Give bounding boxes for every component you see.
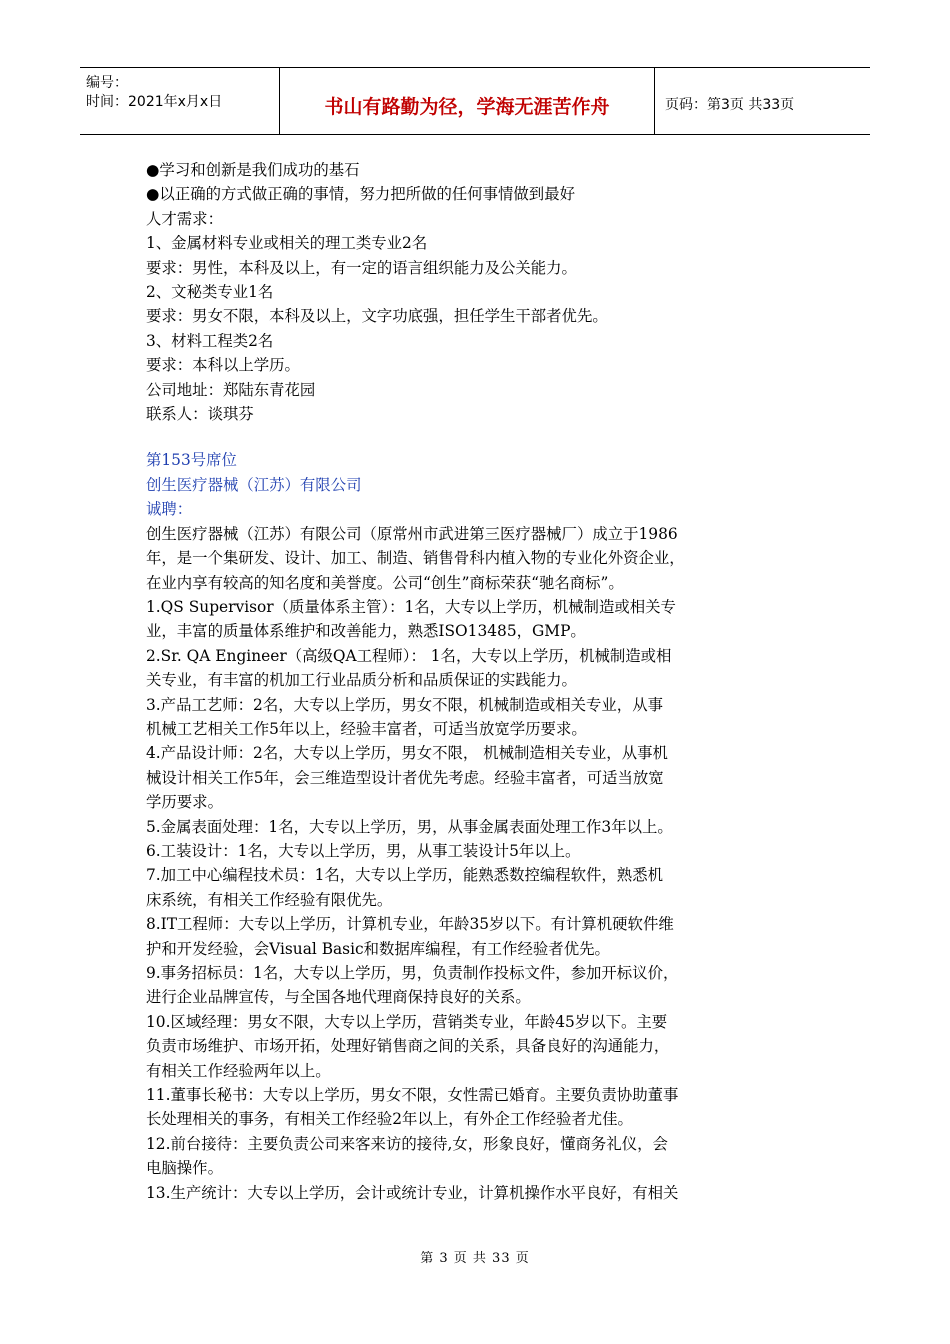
text-line: 电脑操作。 [146, 1159, 223, 1178]
text-line: 6.工装设计：1名，大专以上学历，男，从事工装设计5年以上。 [146, 841, 581, 860]
text-line: 9.事务招标员：1名，大专以上学历，男，负责制作投标文件，参加开标议价， [146, 964, 679, 982]
header-meta [80, 68, 280, 134]
text-line: 要求：本科以上学历。 [146, 356, 300, 375]
text-line: 13.生产统计：大专以上学历，会计或统计专业，计算机操作水平良好，有相关 [146, 1183, 679, 1202]
document-body [146, 158, 806, 1205]
page-footer: 第 3 页 共 33 页 [420, 1251, 530, 1266]
text-line: 联系人：谈琪芬 [146, 405, 254, 424]
text-line: 进行企业品牌宣传，与全国各地代理商保持良好的关系。 [146, 988, 531, 1007]
spacer [146, 426, 806, 448]
text-line: 要求：男性，本科及以上，有一定的语言组织能力及公关能力。 [146, 258, 577, 277]
text-line: ●学习和创新是我们成功的基石 [146, 161, 360, 179]
text-line: 长处理相关的事务，有相关工作经验2年以上，有外企工作经验者尤佳。 [146, 1110, 633, 1129]
text-line: 12.前台接待：主要负责公司来客来访的接待,女，形象良好，懂商务礼仪，会 [146, 1134, 668, 1153]
text-line: 床系统，有相关工作经验有限优先。 [146, 890, 393, 909]
text-line: ●以正确的方式做正确的事情，努力把所做的任何事情做到最好 [146, 185, 575, 204]
doc-date: 时间：2021年x月x日 [86, 94, 223, 110]
header-page-info: 页码：第3页 共33页 [665, 97, 795, 113]
text-line: 年，是一个集研发、设计、加工、制造、销售骨科内植入物的专业化外资企业， [146, 549, 685, 568]
text-line: 1.QS Supervisor（质量体系主管）：1名，大专以上学历，机械制造或相关专 [146, 597, 676, 616]
text-line: 公司地址：郑陆东青花园 [146, 380, 316, 399]
text-line: 在业内享有较高的知名度和美誉度。公司“创生”商标荣获“驰名商标”。 [146, 573, 624, 592]
hiring-heading: 诚聘： [146, 500, 193, 519]
text-line: 4.产品设计师：2名，大专以上学历，男女不限， 机械制造相关专业，从事机 [146, 744, 668, 763]
text-line: 7.加工中心编程技术员：1名，大专以上学历，能熟悉数控编程软件，熟悉机 [146, 866, 663, 885]
text-line: 10.区域经理：男女不限，大专以上学历，营销类专业，年龄45岁以下。主要 [146, 1012, 668, 1031]
company-name: 创生医疗器械（江苏）有限公司 [146, 475, 362, 494]
text-line: 3、材料工程类2名 [146, 331, 274, 350]
text-line: 学历要求。 [146, 793, 223, 812]
text-line: 有相关工作经验两年以上。 [146, 1061, 331, 1080]
page-header [80, 67, 870, 135]
doc-number-label: 编号： [86, 75, 128, 91]
text-line: 3.产品工艺师：2名，大专以上学历，男女不限，机械制造或相关专业，从事 [146, 695, 663, 714]
text-line: 11.董事长秘书：大专以上学历，男女不限，女性需已婚育。主要负责协助董事 [146, 1086, 679, 1105]
text-line: 械设计相关工作5年，会三维造型设计者优先考虑。经验丰富者，可适当放宽 [146, 768, 664, 787]
text-line: 人才需求： [146, 209, 223, 228]
text-line: 5.金属表面处理：1名，大专以上学历，男，从事金属表面处理工作3年以上。 [146, 817, 673, 836]
header-motto: 书山有路勤为径，学海无涯苦作舟 [280, 68, 655, 134]
text-line: 负责市场维护、市场开拓，处理好销售商之间的关系，具备良好的沟通能力， [146, 1037, 670, 1056]
text-line: 2、文秘类专业1名 [146, 283, 274, 302]
text-line: 1、金属材料专业或相关的理工类专业2名 [146, 234, 428, 253]
text-line: 机械工艺相关工作5年以上，经验丰富者，可适当放宽学历要求。 [146, 719, 587, 738]
text-line: 创生医疗器械（江苏）有限公司（原常州市武进第三医疗器械厂）成立于1986 [146, 524, 678, 543]
text-line: 要求：男女不限，本科及以上，文字功底强，担任学生干部者优先。 [146, 307, 608, 326]
text-line: 业，丰富的质量体系维护和改善能力，熟悉ISO13485，GMP。 [146, 622, 586, 641]
text-line: 关专业，有丰富的机加工行业品质分析和品质保证的实践能力。 [146, 671, 577, 690]
text-line: 2.Sr. QA Engineer（高级QA工程师）： 1名，大专以上学历，机械制造或相 [146, 646, 672, 665]
booth-number: 第153号席位 [146, 451, 237, 470]
text-line: 8.IT工程师：大专以上学历，计算机专业，年龄35岁以下。有计算机硬软件维 [146, 915, 674, 934]
text-line: 护和开发经验，会Visual Basic和数据库编程，有工作经验者优先。 [146, 939, 610, 958]
